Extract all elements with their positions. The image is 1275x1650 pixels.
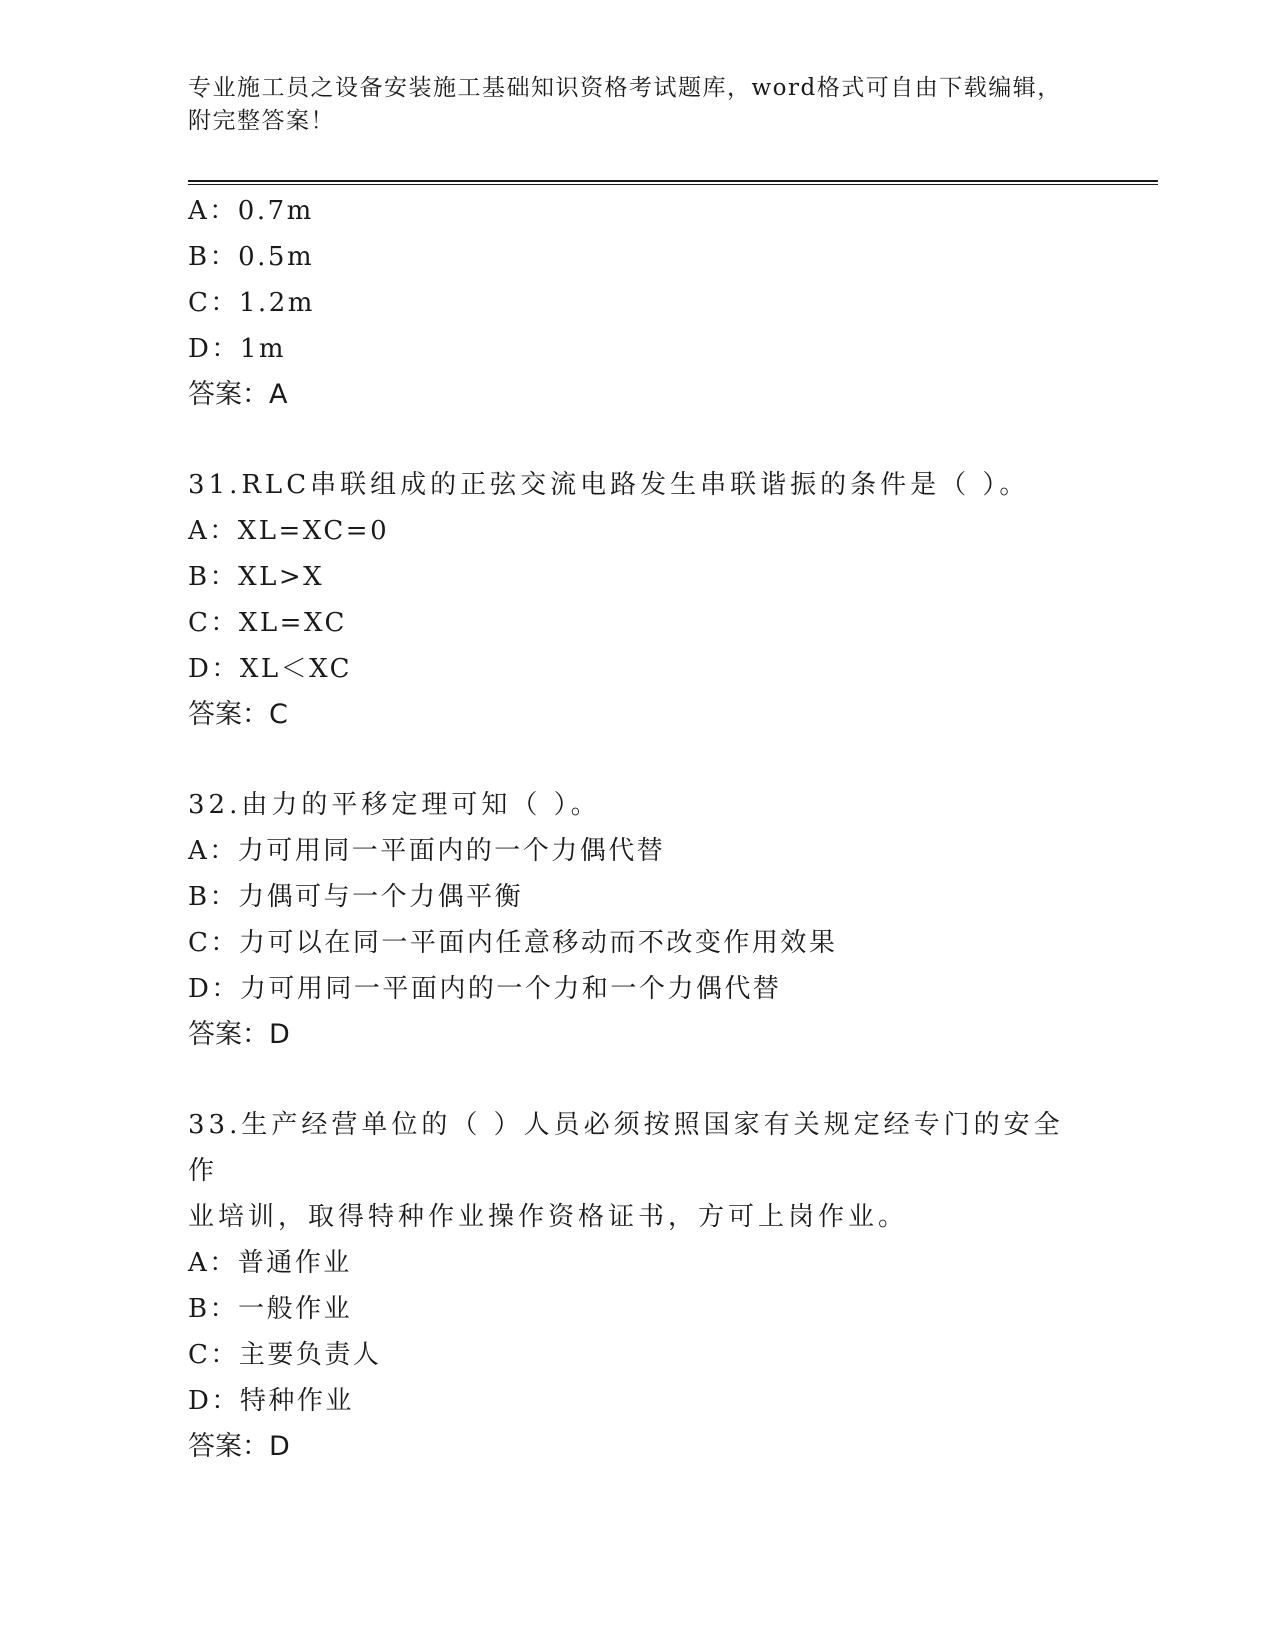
option-c: C：XL=XC <box>188 608 347 638</box>
question-stem-line-2: 业培训，取得特种作业操作资格证书，方可上岗作业。 <box>188 1202 909 1232</box>
option-b: B：0.5m <box>188 242 315 272</box>
answer-label: 答案：A <box>188 379 288 410</box>
document-header <box>188 72 1088 138</box>
spacer <box>188 738 1088 782</box>
answer-label: 答案：C <box>188 699 288 730</box>
question-block-32 <box>188 782 1088 1058</box>
spacer <box>188 418 1088 462</box>
option-c: C：力可以在同一平面内任意移动而不改变作用效果 <box>188 928 838 958</box>
question-block-30 <box>188 188 1088 418</box>
option-a: A：0.7m <box>188 196 314 226</box>
option-d: D：1m <box>188 334 287 364</box>
header-line-2: 附完整答案！ <box>188 108 335 134</box>
option-a: A：力可用同一平面内的一个力偶代替 <box>188 836 666 866</box>
header-divider <box>188 180 1158 185</box>
option-b: B：XL>X <box>188 562 325 592</box>
option-d: D：XL＜XC <box>188 654 353 684</box>
option-a: A：普通作业 <box>188 1248 352 1278</box>
option-c: C：主要负责人 <box>188 1340 382 1370</box>
answer-label: 答案：D <box>188 1431 290 1462</box>
option-c: C：1.2m <box>188 288 315 318</box>
question-list <box>188 188 1088 1470</box>
option-b: B：一般作业 <box>188 1294 353 1324</box>
question-stem: 31.RLC串联组成的正弦交流电路发生串联谐振的条件是（ ）。 <box>188 470 1030 500</box>
option-b: B：力偶可与一个力偶平衡 <box>188 882 524 912</box>
question-block-31 <box>188 462 1088 738</box>
spacer <box>188 1058 1088 1102</box>
option-d: D：特种作业 <box>188 1386 354 1416</box>
question-stem-line-1: 33.生产经营单位的（ ）人员必须按照国家有关规定经专门的安全作 <box>188 1110 1064 1186</box>
option-d: D：力可用同一平面内的一个力和一个力偶代替 <box>188 974 782 1004</box>
question-stem: 32.由力的平移定理可知（ ）。 <box>188 790 601 820</box>
question-block-33 <box>188 1102 1088 1470</box>
option-a: A：XL=XC=0 <box>188 516 390 546</box>
answer-label: 答案：D <box>188 1019 290 1050</box>
header-line-1: 专业施工员之设备安装施工基础知识资格考试题库，word格式可自由下载编辑， <box>188 75 1062 101</box>
